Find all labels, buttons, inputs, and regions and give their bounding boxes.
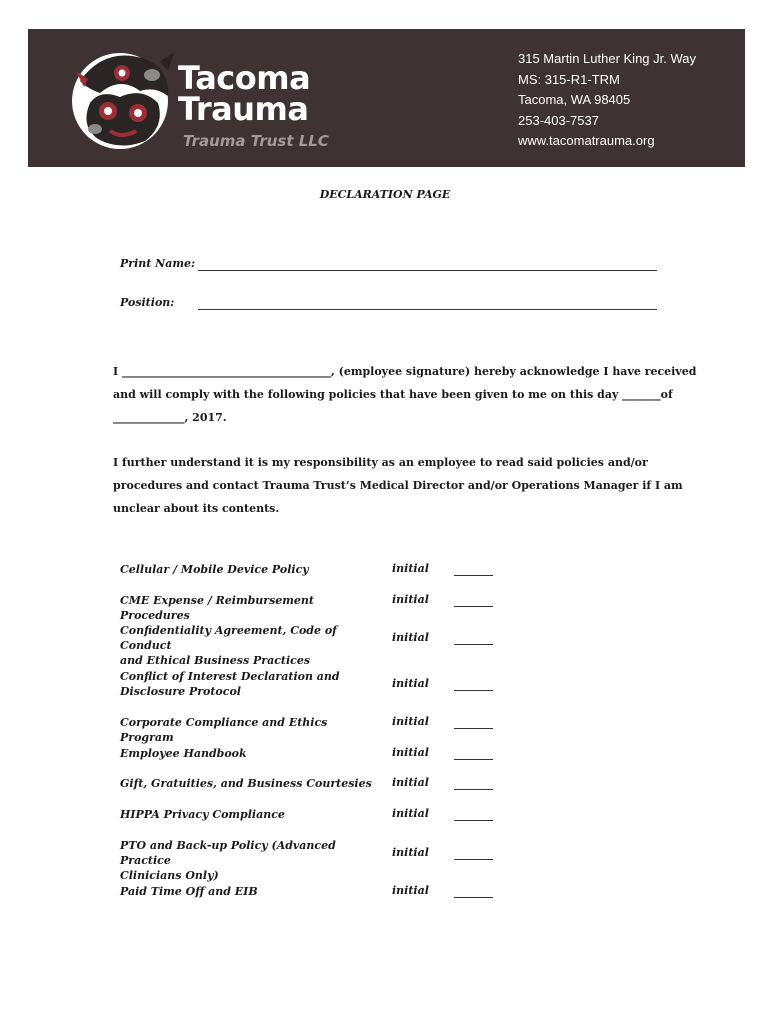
initial-field[interactable] <box>454 789 493 790</box>
brand-line-1: Tacoma <box>178 59 311 97</box>
address-block <box>518 49 696 152</box>
initial-field[interactable] <box>454 728 493 729</box>
print-name-field[interactable] <box>198 270 657 271</box>
initial-label: initial <box>392 593 429 606</box>
page-title: DECLARATION PAGE <box>319 188 451 201</box>
policy-name: CME Expense / Reimbursement Procedures <box>120 594 314 622</box>
brand-subtitle: Trauma Trust LLC <box>183 132 329 150</box>
initial-field[interactable] <box>454 690 493 691</box>
position-label: Position: <box>120 296 175 309</box>
brand-name <box>178 59 311 128</box>
policy-name: Gift, Gratuities, and Business Courtesies <box>120 777 372 790</box>
understanding-line-3: unclear about its contents. <box>113 502 280 515</box>
address-phone: 253-403-7537 <box>518 112 599 128</box>
initial-label: initial <box>392 715 429 728</box>
initial-label: initial <box>392 776 429 789</box>
acknowledgement-line-1: I ______________________________________, (employee signature) hereby acknowledge I have received <box>113 365 697 378</box>
letterhead-banner <box>28 29 745 167</box>
address-city: Tacoma, WA 98405 <box>518 92 631 107</box>
initial-field[interactable] <box>454 859 493 860</box>
address-street: 315 Martin Luther King Jr. Way <box>518 51 696 66</box>
initial-label: initial <box>392 676 429 690</box>
initial-field[interactable] <box>454 606 493 607</box>
acknowledgement-line-2: and will comply with the following policies that have been given to me on this day _______of <box>113 388 673 401</box>
understanding-paragraph <box>113 451 683 520</box>
acknowledgement-line-3: _____________, 2017. <box>113 411 227 424</box>
understanding-line-1: I further understand it is my responsibility as an employee to read said policies and/or <box>113 456 648 469</box>
initial-label: initial <box>392 845 429 859</box>
policy-name: HIPPA Privacy Compliance <box>120 808 285 821</box>
initial-field[interactable] <box>454 897 493 898</box>
policy-name: Paid Time Off and EIB <box>120 885 258 898</box>
understanding-line-2: procedures and contact Trauma Trust’s Medical Director and/or Operations Manager if I am <box>113 479 683 492</box>
initial-label: initial <box>392 630 429 644</box>
position-field[interactable] <box>198 309 657 310</box>
initial-field[interactable] <box>454 820 493 821</box>
initial-field[interactable] <box>454 759 493 760</box>
initial-field[interactable] <box>454 575 493 576</box>
policy-name: Employee Handbook <box>120 747 247 760</box>
address-mailstop: MS: 315-R1-TRM <box>518 71 620 87</box>
initial-label: initial <box>392 807 429 820</box>
policy-name: Conflict of Interest Declaration and Disclosure Protocol <box>120 670 340 698</box>
policy-name: PTO and Back-up Policy (Advanced Practice Clinicians Only) <box>120 839 336 882</box>
initial-label: initial <box>392 884 429 897</box>
print-name-label: Print Name: <box>120 257 196 270</box>
address-website: www.tacomatrauma.org <box>518 133 655 148</box>
policy-name: Cellular / Mobile Device Policy <box>120 563 309 576</box>
initial-label: initial <box>392 562 429 575</box>
policy-name: Corporate Compliance and Ethics Program <box>120 716 328 744</box>
acknowledgement-paragraph <box>113 360 697 429</box>
initial-label: initial <box>392 746 429 759</box>
policy-name: Confidentiality Agreement, Code of Conduct and Ethical Business Practices <box>120 624 337 667</box>
tacoma-trauma-logo <box>50 41 190 156</box>
initial-field[interactable] <box>454 644 493 645</box>
brand-line-2: Trauma <box>178 90 309 128</box>
